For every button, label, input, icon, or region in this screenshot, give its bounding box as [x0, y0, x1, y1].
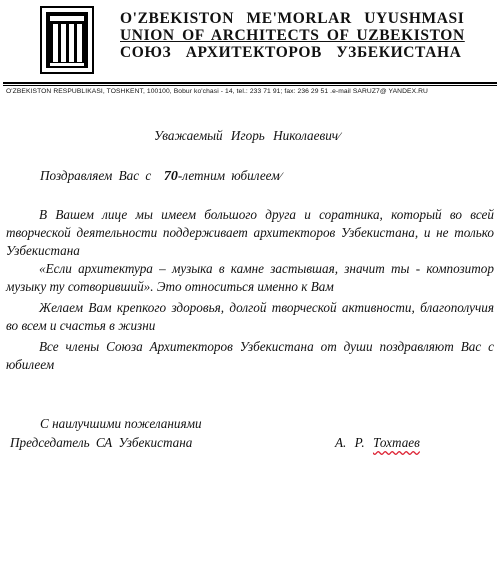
signer-surname: Тохтаев	[372, 435, 420, 450]
congrats-text-before: Поздравляем Вас с	[40, 168, 152, 183]
letter-closing: С наилучшими пожеланиями	[40, 416, 202, 431]
header-divider-thin	[3, 85, 497, 86]
letter-paragraph: Все члены Союза Архитекторов Узбекистана от души поздравляют Вас с юбилеем	[6, 339, 494, 372]
header-divider	[3, 82, 497, 84]
signer-initials: А. Р.	[335, 435, 365, 450]
congrats-text-after: -летним юбилеем	[177, 168, 280, 183]
address-line: O'ZBEKISTON RESPUBLIKASI, TOSHKENT, 100100, Bobur ko'chasi - 14, tel.: 233 71 91; fax: 236 29 51 .e-mail SARUZ7@ YANDEX.RU	[6, 88, 428, 95]
letter-paragraph: В Вашем лице мы имеем большого друга и соратника, который во всей творческой деятельности поддерживает архитекторов Узбекистана, и не только Узбекистана	[6, 207, 494, 258]
signer-name	[335, 435, 420, 451]
chair-title: Председатель СА Узбекистана	[10, 435, 193, 450]
letter-paragraph: «Если архитектура – музыка в камне застывшая, значит ты - композитор музыку ту сотворивший». Это относиться именно к Вам	[6, 261, 494, 294]
org-name-english: UNION OF ARCHITECTS OF UZBEKISTON	[120, 27, 465, 44]
letter-paragraph: Желаем Вам крепкого здоровья, долгой творческой активности, благополучия во всем и счастья в жизни	[6, 300, 494, 333]
org-name-uzbek: O'ZBEKISTON ME'MORLAR UYUSHMASI	[120, 10, 465, 27]
jubilee-number: 70	[163, 169, 178, 184]
org-name-russian: СОЮЗ АРХИТЕКТОРОВ УЗБЕКИСТАНА	[120, 44, 462, 61]
letter-congrats	[40, 168, 282, 185]
greeting-text: Уважаемый Игорь Николаевич	[154, 128, 339, 143]
letter-greeting	[154, 128, 340, 144]
edit-mark-icon: ⁄	[279, 169, 282, 183]
edit-mark-icon: ⁄	[338, 129, 341, 143]
union-logo-icon	[40, 6, 94, 76]
